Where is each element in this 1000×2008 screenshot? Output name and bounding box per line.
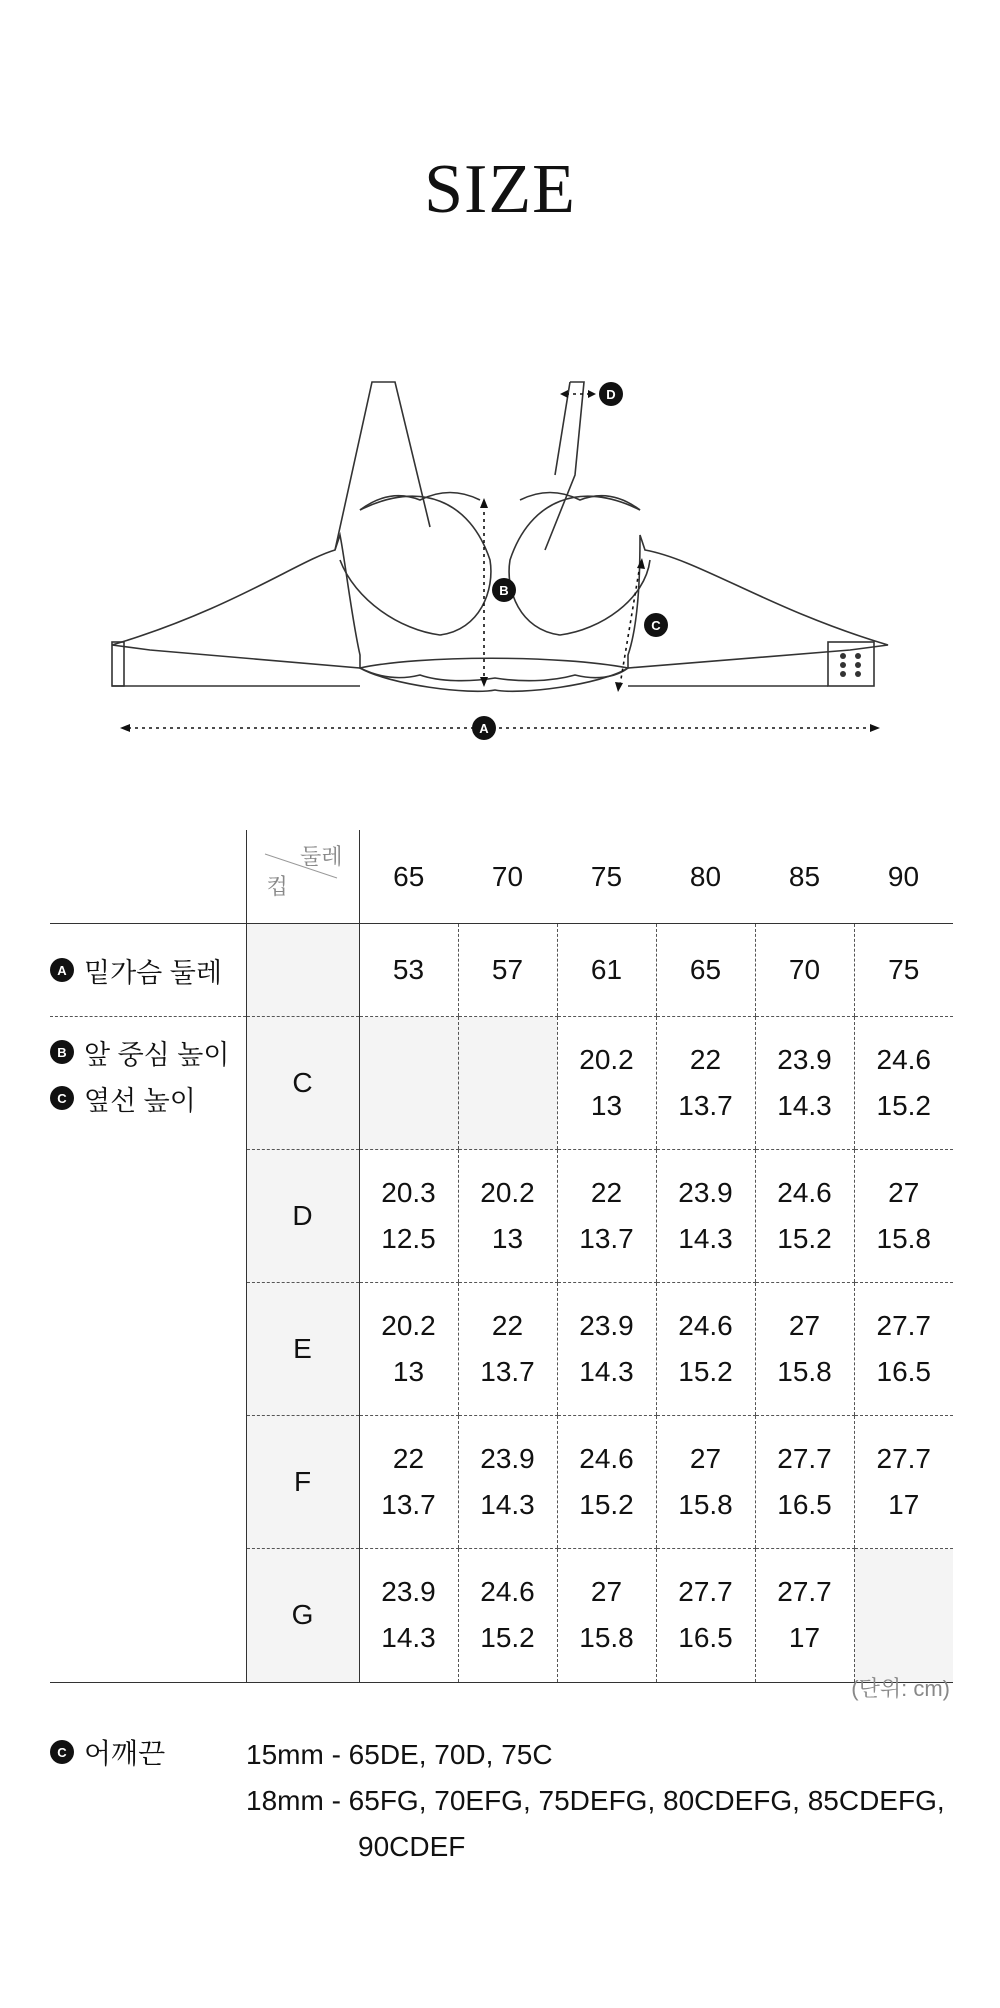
front-center-height: 27.7	[678, 1576, 733, 1608]
front-center-height: 27.7	[876, 1443, 931, 1474]
size-cell-65c	[359, 1017, 458, 1150]
size-cell-75f	[557, 1416, 656, 1549]
size-cell-70f	[458, 1416, 557, 1549]
side-height: 17	[788, 1622, 821, 1654]
table-header-row	[50, 830, 953, 924]
side-height: 14.3	[777, 1090, 832, 1121]
size-table	[50, 830, 953, 1682]
size-cell-90c	[854, 1017, 953, 1150]
front-center-height: 22	[689, 1044, 722, 1075]
front-center-height: 27	[590, 1576, 623, 1608]
size-cell-90e	[854, 1283, 953, 1416]
side-height: 15.2	[777, 1223, 832, 1254]
size-cell-85d	[755, 1150, 854, 1283]
size-cell-90d	[854, 1150, 953, 1283]
side-height: 15.8	[579, 1622, 634, 1654]
underbust-label-text: 밑가슴 둘레	[84, 957, 222, 988]
front-center-height: 23.9	[480, 1443, 535, 1474]
page-title: SIZE	[424, 151, 576, 228]
front-center-height: 24.6	[579, 1443, 634, 1474]
badge-a: A	[50, 958, 74, 982]
side-height: 13	[491, 1223, 524, 1254]
underbust-row	[50, 924, 953, 1017]
underbust-cup-cell	[246, 924, 359, 1017]
front-center-height: 23.9	[678, 1177, 733, 1208]
marker-c-label: C	[651, 618, 661, 633]
front-center-height: 24.6	[876, 1044, 931, 1075]
side-height: 13	[392, 1356, 425, 1387]
side-height: 15.8	[777, 1356, 832, 1387]
header-blank	[50, 830, 246, 924]
cup-label: C	[246, 1017, 359, 1150]
cup-row-c	[50, 1017, 953, 1150]
size-cell-85c	[755, 1017, 854, 1150]
strap-label	[50, 1732, 165, 1772]
side-height: 13	[590, 1090, 623, 1121]
front-center-height: 27	[888, 1177, 920, 1208]
size-cell-85f	[755, 1416, 854, 1549]
unit-note: (단위: cm)	[851, 1676, 950, 1701]
side-height: 15.2	[480, 1622, 535, 1654]
underbust-70: 57	[458, 924, 557, 1017]
size-cell-70g	[458, 1549, 557, 1682]
marker-d-label: D	[606, 387, 616, 402]
underbust-75: 61	[557, 924, 656, 1017]
size-cell-65f	[359, 1416, 458, 1549]
size-cell-90f	[854, 1416, 953, 1549]
height-label-0	[50, 1029, 246, 1075]
strap-line-18mm: 18mm - 65FG, 70EFG, 75DEFG, 80CDEFG, 85CDEFG,	[246, 1785, 945, 1816]
height-label-1	[50, 1075, 246, 1121]
badge-c-strap: C	[50, 1740, 74, 1764]
size-cell-80e	[656, 1283, 755, 1416]
side-height: 16.5	[678, 1622, 733, 1654]
band-size-65: 65	[359, 830, 458, 924]
marker-a-label: A	[479, 721, 489, 736]
side-height: 13.7	[678, 1090, 733, 1121]
badge-c: C	[50, 1086, 74, 1110]
side-height: 15.8	[678, 1489, 733, 1520]
front-center-height: 20.2	[381, 1310, 436, 1341]
front-center-height: 27	[788, 1310, 821, 1341]
front-center-height: 23.9	[579, 1310, 634, 1341]
underbust-80: 65	[656, 924, 755, 1017]
table-bottom-rule	[50, 1682, 953, 1683]
side-height: 14.3	[381, 1622, 436, 1654]
size-cell-70c	[458, 1017, 557, 1150]
size-cell-70e	[458, 1283, 557, 1416]
size-cell-80c	[656, 1017, 755, 1150]
front-center-height: 23.9	[381, 1576, 436, 1608]
size-cell-75g	[557, 1549, 656, 1682]
front-center-height: 20.3	[381, 1177, 436, 1208]
front-center-height: 27.7	[777, 1443, 832, 1474]
front-center-height: 27.7	[777, 1576, 832, 1608]
strap-label-text: 어깨끈	[84, 1738, 166, 1769]
side-height: 15.2	[579, 1489, 634, 1520]
underbust-label	[50, 947, 246, 993]
band-size-90: 90	[887, 860, 920, 892]
side-height: 16.5	[777, 1489, 832, 1520]
front-center-height: 27	[689, 1443, 722, 1474]
side-height: 13.7	[579, 1223, 634, 1254]
front-center-height: 24.6	[777, 1177, 832, 1208]
strap-lines	[246, 1732, 945, 1870]
front-center-height: 24.6	[480, 1576, 535, 1608]
badge-b: B	[50, 1040, 74, 1064]
size-table-container	[50, 830, 953, 1683]
band-size-75: 75	[590, 860, 623, 892]
side-height: 15.2	[678, 1356, 733, 1387]
bra-measurement-diagram	[0, 360, 1000, 760]
underbust-label-cell	[50, 924, 246, 1017]
size-cell-70d	[458, 1150, 557, 1283]
size-cell-80f	[656, 1416, 755, 1549]
underbust-85: 70	[755, 924, 854, 1017]
side-height: 17	[888, 1489, 920, 1520]
side-height: 15.2	[876, 1090, 931, 1121]
size-cell-75c	[557, 1017, 656, 1150]
band-size-85: 85	[788, 860, 821, 892]
front-center-height: 22	[491, 1310, 524, 1341]
strap-line-cont: 90CDEF	[358, 1831, 466, 1862]
front-center-height: 24.6	[678, 1310, 733, 1341]
front-center-height: 23.9	[777, 1044, 832, 1075]
side-height: 13.7	[381, 1489, 436, 1520]
height-label-text: 앞 중심 높이	[84, 1039, 230, 1070]
front-center-height: 22	[590, 1177, 623, 1208]
size-cell-90g	[854, 1549, 953, 1682]
header-band-label: 둘레	[299, 844, 343, 869]
size-cell-85e	[755, 1283, 854, 1416]
front-center-height: 27.7	[876, 1310, 931, 1341]
band-size-80: 80	[689, 860, 722, 892]
cup-label: G	[246, 1549, 359, 1682]
front-center-height: 20.2	[480, 1177, 535, 1208]
front-center-height: 20.2	[579, 1044, 634, 1075]
side-height: 12.5	[381, 1223, 436, 1254]
cup-rows	[50, 1017, 953, 1682]
underbust-90: 75	[854, 924, 953, 1017]
front-center-height: 22	[392, 1443, 425, 1474]
size-cell-65e	[359, 1283, 458, 1416]
strap-line-15mm: 15mm - 65DE, 70D, 75C	[246, 1739, 553, 1770]
header-cup-label: 컵	[266, 874, 288, 899]
marker-b-label: B	[499, 583, 509, 598]
size-cell-65d	[359, 1150, 458, 1283]
side-height: 14.3	[579, 1356, 634, 1387]
size-cell-80g	[656, 1549, 755, 1682]
band-size-70: 70	[491, 860, 524, 892]
cup-label: F	[246, 1416, 359, 1549]
underbust-65: 53	[359, 924, 458, 1017]
size-cell-80d	[656, 1150, 755, 1283]
side-height: 15.8	[876, 1223, 931, 1254]
height-label-cell	[50, 1017, 246, 1682]
header-band-cup	[246, 830, 359, 924]
cup-label: D	[246, 1150, 359, 1283]
side-height: 13.7	[480, 1356, 535, 1387]
side-height: 14.3	[678, 1223, 733, 1254]
size-cell-65g	[359, 1549, 458, 1682]
size-cell-75e	[557, 1283, 656, 1416]
size-cell-75d	[557, 1150, 656, 1283]
side-height: 16.5	[876, 1356, 931, 1387]
height-label-text: 옆선 높이	[84, 1085, 196, 1116]
size-cell-85g	[755, 1549, 854, 1682]
cup-label: E	[246, 1283, 359, 1416]
side-height: 14.3	[480, 1489, 535, 1520]
